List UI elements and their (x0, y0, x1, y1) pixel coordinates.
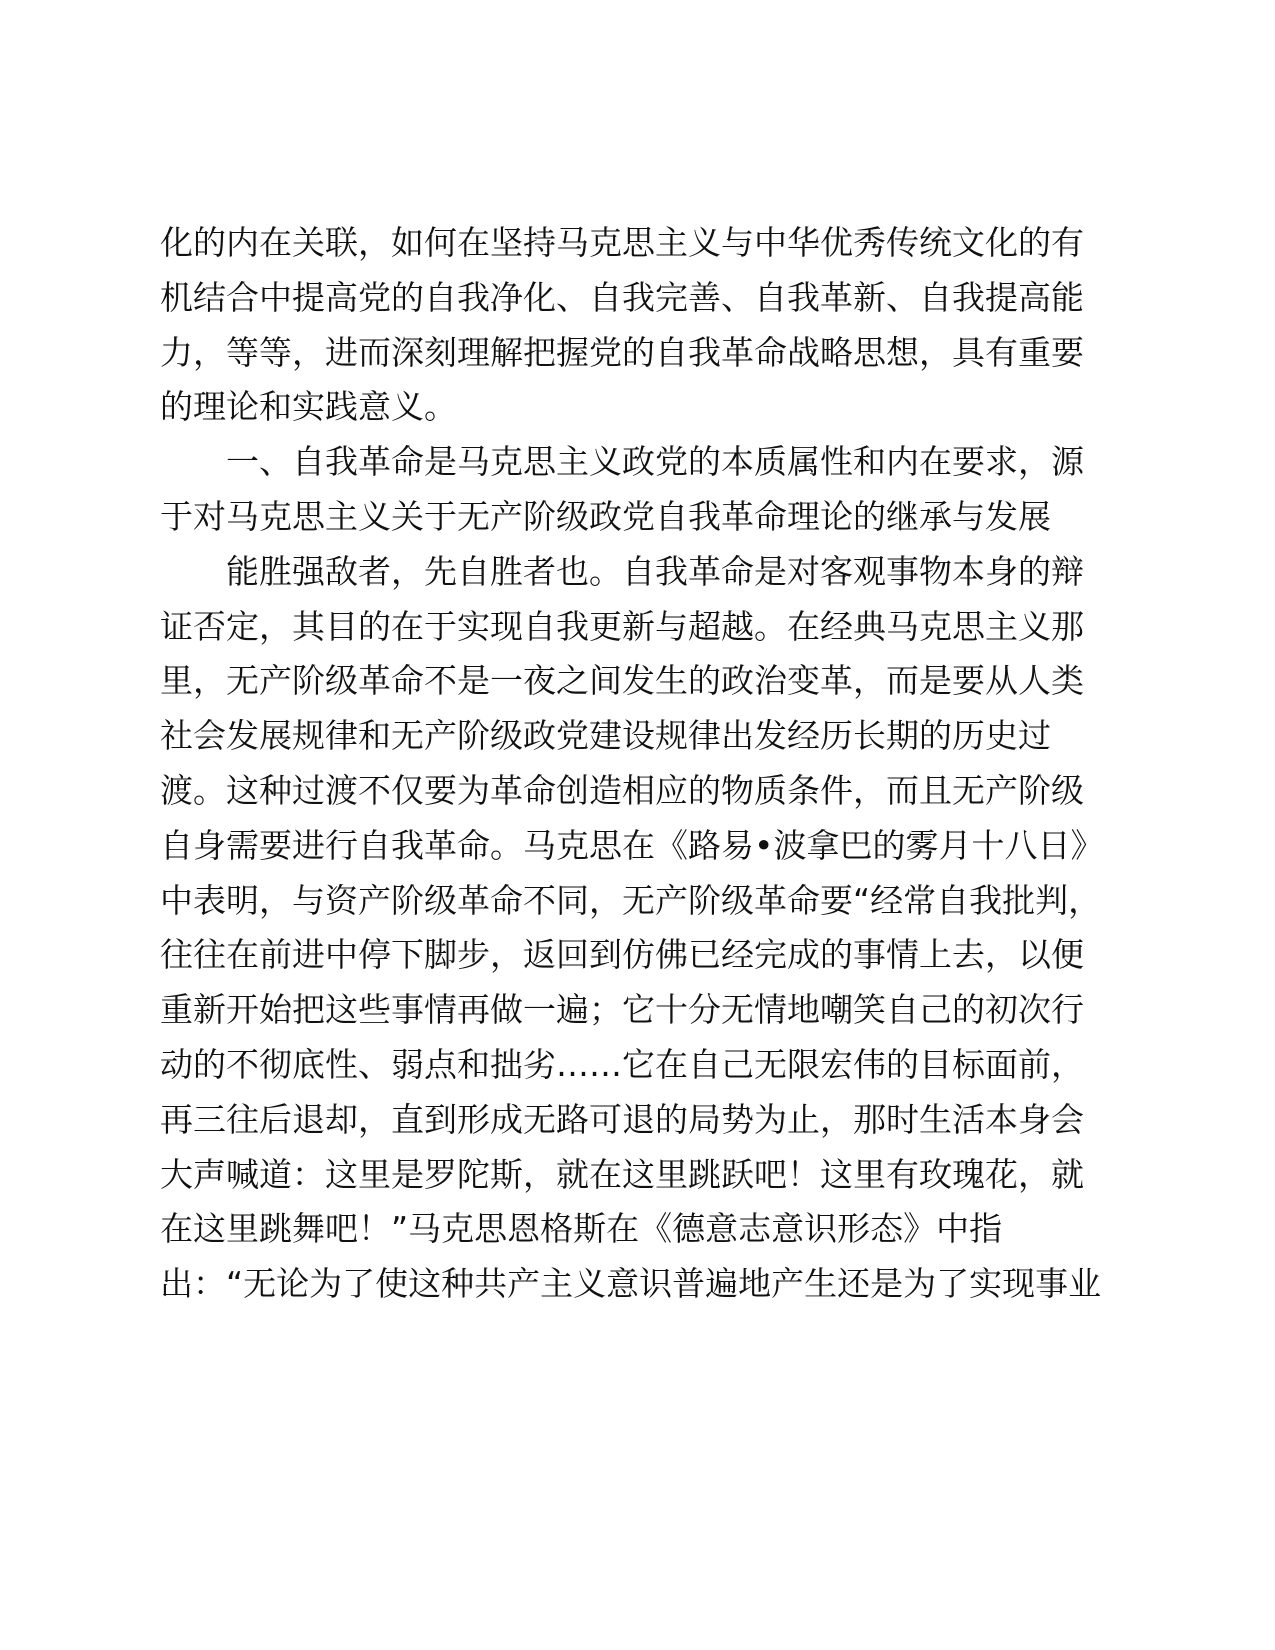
text-line: 重新开始把这些事情再做一遍；它十分无情地嘲笑自己的初次行 (160, 990, 1084, 1030)
text-line: 能胜强敌者，先自胜者也。自我革命是对客观事物本身的辩 (226, 551, 1084, 591)
text-line: 化的内在关联，如何在坚持马克思主义与中华优秀传统文化的有 (160, 223, 1084, 262)
text-line: 力，等等，进而深刻理解把握党的自我革命战略思想，具有重要 (160, 332, 1084, 372)
text-line: 出：“无论为了使这种共产主义意识普遍地产生还是为了实现事业 (160, 1264, 1102, 1304)
text-line: 的理论和实践意义。 (160, 387, 457, 427)
section-heading-line: 一、自我革命是马克思主义政党的本质属性和内在要求，源 (226, 442, 1084, 482)
body-text (160, 216, 1120, 1312)
text-line: 渡。这种过渡不仅要为革命创造相应的物质条件，而且无产阶级 (160, 770, 1084, 810)
text-line: 里，无产阶级革命不是一夜之间发生的政治变革，而是要从人类 (160, 661, 1084, 701)
section-heading-line: 于对马克思主义关于无产阶级政党自我革命理论的继承与发展 (160, 496, 1051, 536)
text-line: 社会发展规律和无产阶级政党建设规律出发经历长期的历史过 (160, 716, 1051, 756)
text-line: 再三往后退却，直到形成无路可退的局势为止，那时生活本身会 (160, 1099, 1084, 1139)
text-line: 中表明，与资产阶级革命不同，无产阶级革命要“经常自我批判， (160, 880, 1102, 920)
text-line: 证否定，其目的在于实现自我更新与超越。在经典马克思主义那 (160, 606, 1084, 646)
text-line: 机结合中提高党的自我净化、自我完善、自我革新、自我提高能 (160, 277, 1084, 317)
text-line: 自身需要进行自我革命。马克思在《路易•波拿巴的雾月十八日》 (160, 825, 1104, 865)
text-line: 动的不彻底性、弱点和拙劣……它在自己无限宏伟的目标面前， (160, 1044, 1084, 1084)
text-line: 在这里跳舞吧！”马克思恩格斯在《德意志意识形态》中指 (160, 1209, 1003, 1249)
text-line: 大声喊道：这里是罗陀斯，就在这里跳跃吧！这里有玫瑰花，就 (160, 1154, 1084, 1194)
text-line: 往往在前进中停下脚步，返回到仿佛已经完成的事情上去，以便 (160, 935, 1084, 975)
